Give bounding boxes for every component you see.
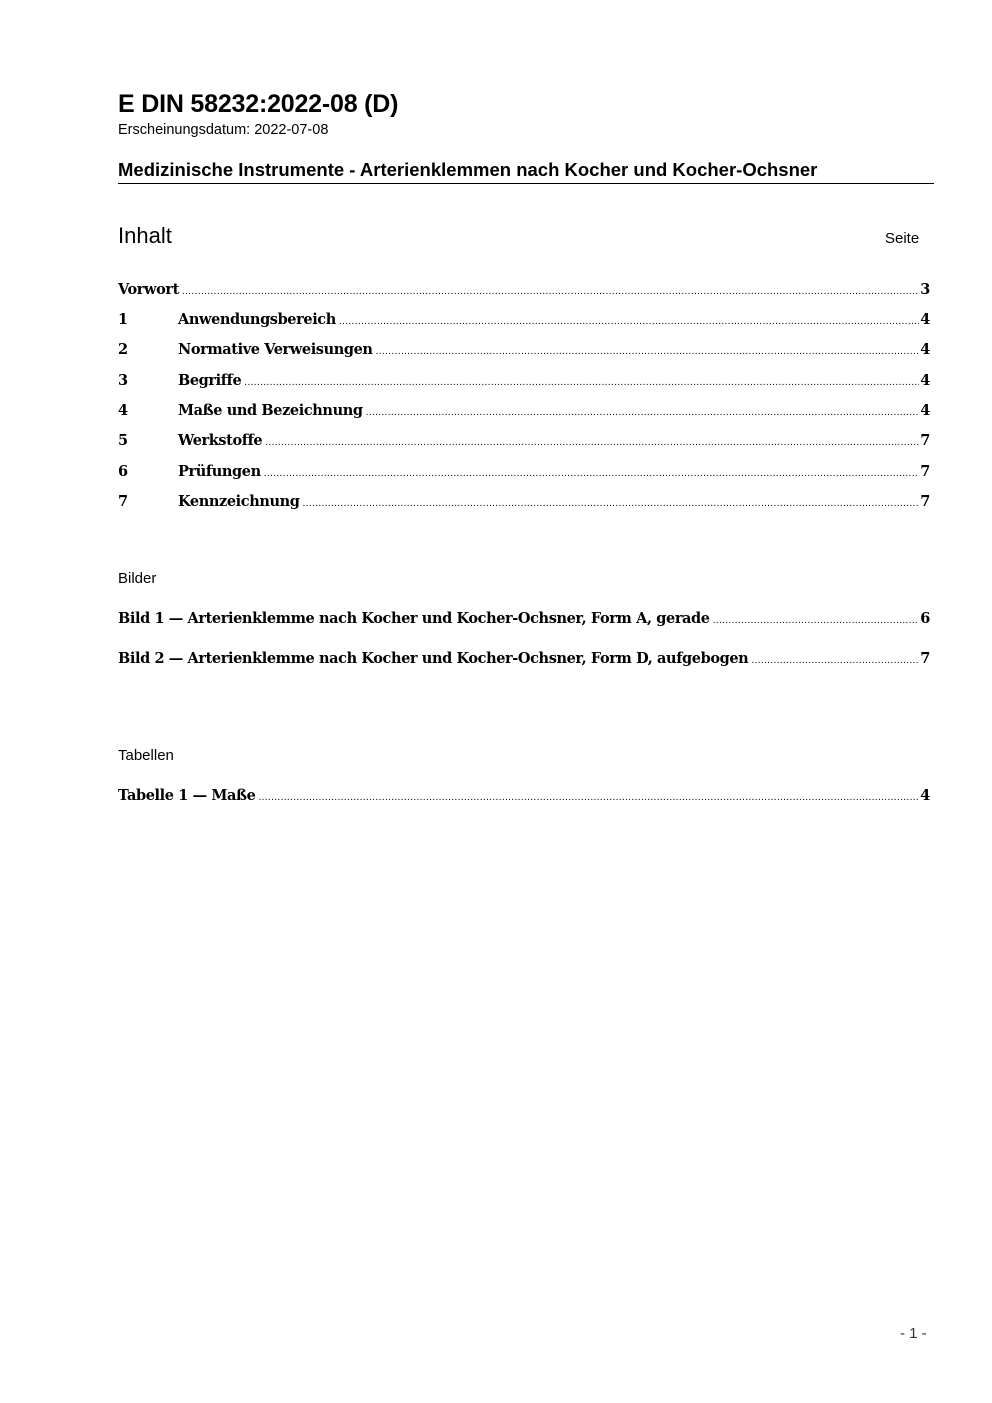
toc-dot-leader — [376, 341, 920, 363]
toc-entry-page: 4 — [920, 311, 930, 328]
toc-entry-title: Maße und Bezeichnung — [178, 402, 363, 419]
document-title: E DIN 58232:2022-08 (D) — [118, 90, 399, 118]
toc-dot-leader — [339, 311, 919, 333]
toc-entry-title: Vorwort — [118, 281, 179, 298]
toc-entry-title: Normative Verweisungen — [178, 341, 373, 358]
toc-entry-title: Begriffe — [178, 372, 242, 389]
toc-heading: Inhalt — [118, 223, 172, 248]
toc-entry-vorwort[interactable] — [118, 279, 930, 301]
toc-dot-leader — [258, 787, 919, 809]
toc-entry-number: 4 — [118, 402, 128, 419]
toc-page-column-label: Seite — [885, 230, 920, 247]
toc-entry-kennzeichnung[interactable] — [118, 491, 930, 513]
toc-entry-title: Kennzeichnung — [178, 493, 300, 510]
toc-dot-leader — [303, 493, 920, 515]
toc-entry-pruefungen[interactable] — [118, 461, 930, 483]
figure-entry-title: Bild 1 — Arterienklemme nach Kocher und Kocher-Ochsner, Form A, gerade — [118, 610, 710, 627]
toc-entry-number: 3 — [118, 372, 128, 389]
toc-entry-number: 7 — [118, 493, 128, 510]
toc-entry-page: 3 — [920, 281, 930, 298]
toc-entry-normative-verweisungen[interactable] — [118, 339, 930, 361]
toc-entry-number: 1 — [118, 311, 128, 328]
document-subtitle: Medizinische Instrumente - Arterienklemmen nach Kocher und Kocher-Ochsner — [118, 158, 934, 184]
figure-entry-bild-1[interactable] — [118, 608, 930, 630]
figure-entry-page: 7 — [920, 650, 930, 667]
toc-entry-page: 7 — [920, 493, 930, 510]
toc-entry-number: 5 — [118, 432, 128, 449]
figure-entry-title: Bild 2 — Arterienklemme nach Kocher und Kocher-Ochsner, Form D, aufgebogen — [118, 650, 749, 667]
page-number: - 1 - — [900, 1325, 927, 1342]
toc-dot-leader — [182, 281, 919, 303]
toc-entry-werkstoffe[interactable] — [118, 430, 930, 452]
toc-entry-anwendungsbereich[interactable] — [118, 309, 930, 331]
toc-entry-begriffe[interactable] — [118, 370, 930, 392]
toc-dot-leader — [265, 432, 919, 454]
toc-dot-leader — [751, 650, 919, 672]
toc-entry-number: 6 — [118, 463, 128, 480]
figure-entry-bild-2[interactable] — [118, 648, 930, 670]
toc-entry-page: 4 — [920, 341, 930, 358]
publication-date: Erscheinungsdatum: 2022-07-08 — [118, 122, 329, 138]
toc-dot-leader — [244, 372, 919, 394]
table-entry-page: 4 — [920, 787, 930, 804]
figures-section-label: Bilder — [118, 570, 157, 587]
table-entry-title: Tabelle 1 — Maße — [118, 787, 256, 804]
toc-entry-title: Werkstoffe — [178, 432, 263, 449]
figure-entry-page: 6 — [920, 610, 930, 627]
toc-entry-page: 4 — [920, 372, 930, 389]
toc-entry-page: 4 — [920, 402, 930, 419]
toc-entry-title: Prüfungen — [178, 463, 261, 480]
toc-entry-page: 7 — [920, 432, 930, 449]
toc-entry-page: 7 — [920, 463, 930, 480]
toc-dot-leader — [713, 610, 920, 632]
toc-entry-title: Anwendungsbereich — [178, 311, 336, 328]
toc-dot-leader — [264, 463, 920, 485]
tables-section-label: Tabellen — [118, 747, 174, 764]
table-entry-tabelle-1[interactable] — [118, 785, 930, 807]
toc-dot-leader — [366, 402, 920, 424]
toc-entry-masse-und-bezeichnung[interactable] — [118, 400, 930, 422]
toc-entry-number: 2 — [118, 341, 128, 358]
